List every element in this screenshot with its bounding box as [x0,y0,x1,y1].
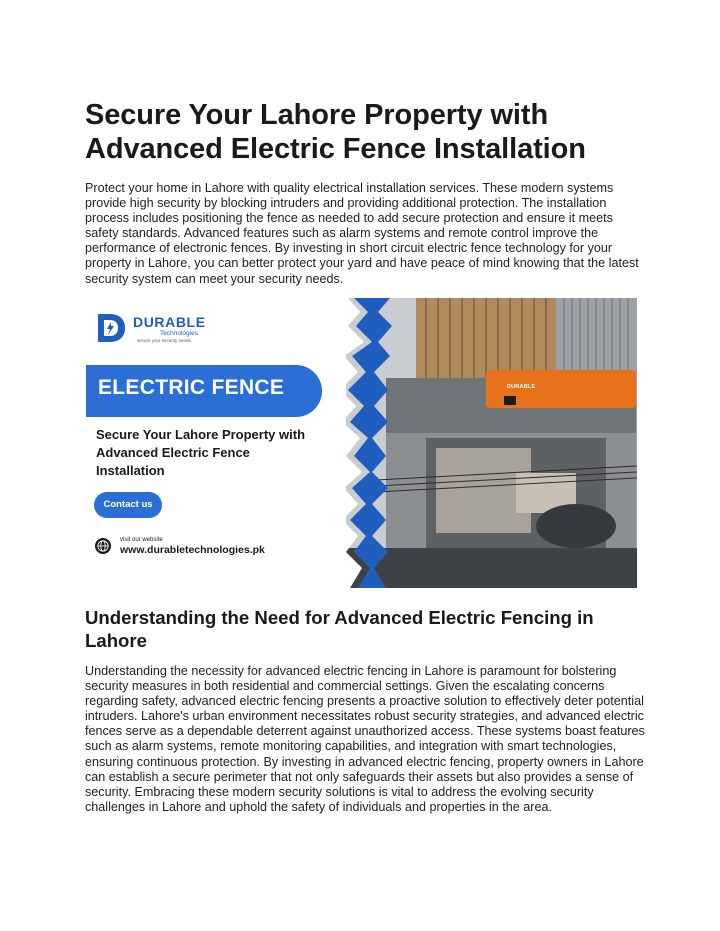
globe-icon [95,538,111,554]
ribbon-text: ELECTRIC FENCE [98,376,285,399]
controller-sign-text: DURABLE [507,384,536,390]
section-heading: Understanding the Need for Advanced Electric Fencing in Lahore [85,607,594,651]
brand-tagline: secure your security needs [137,338,191,343]
brand-subtitle: Technologies [160,330,198,337]
logo-mark-icon [94,311,128,345]
banner-headline: Secure Your Lahore Property with Advanced Electric Fence Installation [96,427,306,478]
page-title: Secure Your Lahore Property with Advanced Electric Fence Installation [85,99,586,165]
intro-paragraph: Protect your home in Lahore with quality electrical installation services. These modern systems provide high security by blocking intruders and providing additional protection. The installation process includes positioning the fence as needed to add secure protection and ensure it meets safety standards. Advanced features such as alarm systems and remote control improve the performance of electronic fences. By investing in short circuit electric fence technology for your property in Lahore, you can better protect your yard and have peace of mind knowing that the latest security system can meet your security needs. [85,181,639,286]
promo-banner-image [86,298,637,588]
brand-name: DURABLE [133,314,206,330]
contact-us-button: Contact us [94,492,162,518]
section-paragraph: Understanding the necessity for advanced electric fencing in Lahore is paramount for bolstering security measures in both residential and commercial settings. Given the escalating concerns regarding safety, advanced electric fencing presents a proactive solution to effectively deter potential intruders. Lahore's urban environment necessitates robust security strategies, and advanced electric fences serve as a dependable deterrent against unauthorized access. These systems boast features such as alarm systems, remote monitoring capabilities, and integration with smart technologies, ensuring continuous protection. By investing in advanced electric fencing, property owners in Lahore can establish a secure perimeter that not only safeguards their assets but also provides a sense of security. Embracing these modern security solutions is vital to address the evolving security challenges in Lahore and uphold the safety of individuals and properties in the area. [85,664,645,814]
website-url: www.durabletechnologies.pk [120,544,265,556]
visit-website-label: visit our website [120,537,163,543]
banner-left-panel [86,298,637,588]
